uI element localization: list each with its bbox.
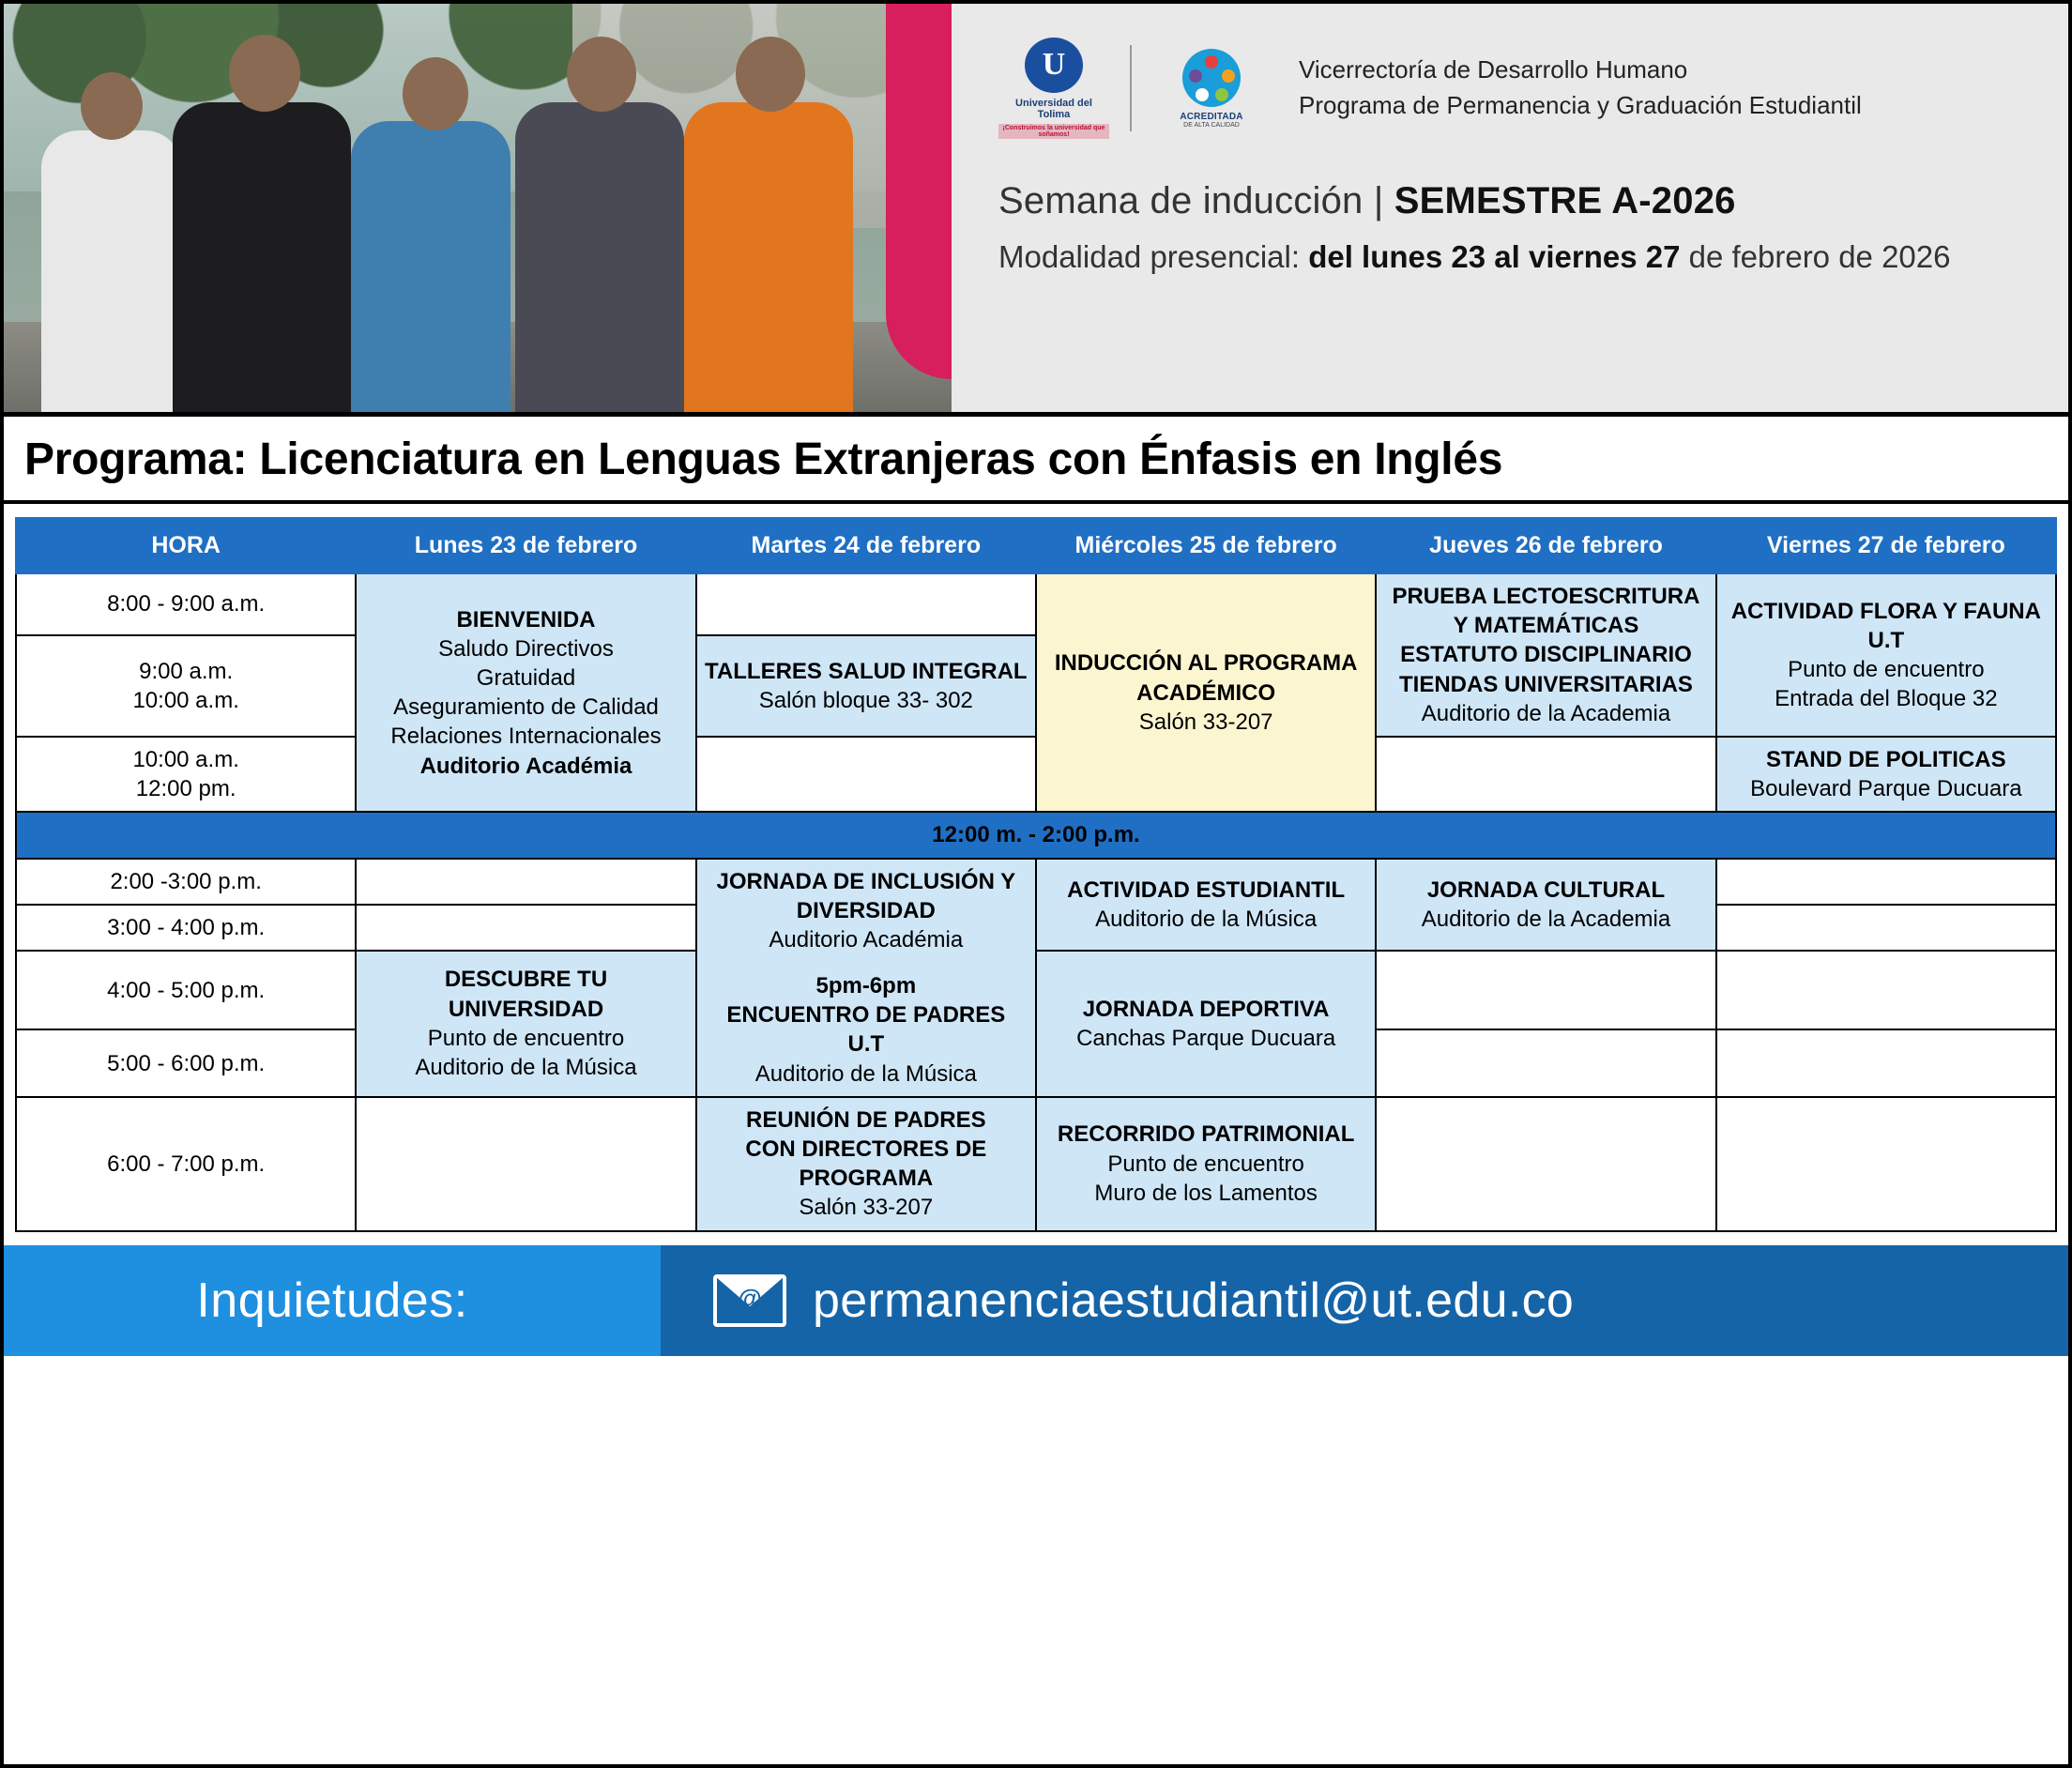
cell-line: Y MATEMÁTICAS [1453, 613, 1639, 639]
cell-lunes-2-3-empty [356, 859, 695, 905]
cell-miercoles-actividad-estudiantil [1036, 859, 1376, 951]
cell-line: PROGRAMA [799, 1166, 934, 1192]
photo-student-head-5 [736, 37, 805, 112]
cell-line: Auditorio de la Música [1095, 906, 1318, 932]
cell-line: Auditorio de la Academia [1421, 906, 1671, 932]
cell-spacer [703, 954, 1029, 971]
institution-lines [1299, 53, 1862, 123]
cell-line: JORNADA CULTURAL [1426, 876, 1666, 903]
column-header-jueves: Jueves 26 de febrero [1376, 518, 1715, 573]
cell-viernes-6-7-empty [1716, 1097, 2056, 1231]
cell-line: JORNADA DEPORTIVA [1082, 996, 1330, 1022]
cell-line: ACTIVIDAD FLORA Y FAUNA [1730, 598, 2041, 624]
modality-prefix: Modalidad presencial: [998, 239, 1309, 274]
cell-lunes-6-7-empty [356, 1097, 695, 1231]
photo-student-5 [684, 102, 853, 412]
cell-line: ACADÉMICO [1136, 679, 1276, 706]
cell-line: Salón 33-207 [799, 1195, 934, 1221]
photo-student-head-1 [81, 72, 143, 140]
photo-student-head-3 [403, 57, 468, 130]
time-line: 12:00 pm. [135, 776, 236, 802]
time-label-8-9: 8:00 - 9:00 a.m. [16, 573, 356, 635]
cell-line: JORNADA DE INCLUSIÓN Y [716, 868, 1016, 894]
pink-accent-shape [886, 4, 952, 379]
table-row [16, 951, 2056, 1030]
cell-line: UNIVERSIDAD [448, 996, 604, 1022]
cell-line: ESTATUTO DISCIPLINARIO [1400, 642, 1692, 668]
time-label-9-10 [16, 635, 356, 737]
column-header-lunes: Lunes 23 de febrero [356, 518, 695, 573]
cell-line: Gratuidad [476, 664, 576, 691]
cell-lunes-3-4-empty [356, 905, 695, 951]
schedule-table [15, 517, 2057, 1232]
cell-line: U.T [1867, 627, 1905, 653]
photo-student-head-2 [229, 35, 300, 112]
brand-area [952, 4, 2068, 412]
time-line: 10:00 a.m. [132, 746, 239, 772]
cell-line: INDUCCIÓN AL PROGRAMA [1054, 650, 1358, 677]
cell-line: Auditorio de la Música [415, 1055, 637, 1081]
photo-student-2 [173, 102, 351, 412]
semester-line [998, 180, 2027, 222]
cell-jueves-5-6-empty [1376, 1029, 1715, 1096]
photo-student-3 [351, 121, 510, 412]
cell-line: Punto de encuentro [1107, 1151, 1304, 1177]
cell-line: Punto de encuentro [427, 1025, 625, 1051]
time-label-4-5: 4:00 - 5:00 p.m. [16, 951, 356, 1030]
cell-line: ACTIVIDAD ESTUDIANTIL [1067, 876, 1346, 903]
time-line: 10:00 a.m. [132, 687, 239, 713]
institution-line-1: Vicerrectoría de Desarrollo Humano [1299, 55, 1688, 84]
cell-line: ENCUENTRO DE PADRES [726, 1002, 1006, 1029]
table-header-row [16, 518, 2056, 573]
time-line: 9:00 a.m. [139, 658, 234, 684]
cell-viernes-3-4-empty [1716, 905, 2056, 951]
cell-line: Aseguramiento de Calidad [393, 694, 659, 721]
cell-line: Canchas Parque Ducuara [1076, 1025, 1336, 1051]
cell-viernes-5-6-empty [1716, 1029, 2056, 1096]
cell-line: Auditorio de la Academia [1421, 700, 1671, 726]
time-label-2-3: 2:00 -3:00 p.m. [16, 859, 356, 905]
acreditacion-dots-icon [1182, 49, 1241, 107]
cell-line: Punto de encuentro [1788, 656, 1985, 682]
cell-viernes-4-5-empty [1716, 951, 2056, 1030]
cell-line: Muro de los Lamentos [1094, 1180, 1318, 1206]
page-title: Programa: Licenciatura en Lenguas Extranjeras con Énfasis en Inglés [4, 417, 2068, 504]
cell-line: Saludo Directivos [438, 635, 614, 662]
ut-logo-tagline: ¡Construimos la universidad que soñamos! [998, 124, 1109, 139]
cell-viernes-manana [1716, 573, 2056, 737]
cell-jueves-4-5-empty [1376, 951, 1715, 1030]
acreditacion-logo [1152, 49, 1271, 129]
cell-line: Auditorio Académia [419, 753, 632, 779]
time-label-10-12 [16, 737, 356, 812]
acreditacion-sublabel: DE ALTA CALIDAD [1183, 121, 1240, 129]
time-label-6-7: 6:00 - 7:00 p.m. [16, 1097, 356, 1231]
cell-line: BIENVENIDA [456, 606, 596, 633]
cell-martes-10-12-empty [696, 737, 1036, 812]
cell-miercoles-recorrido [1036, 1097, 1376, 1231]
cell-jueves-manana [1376, 573, 1715, 737]
envelope-at-icon [713, 1274, 786, 1327]
institution-line-2: Programa de Permanencia y Graduación Estudiantil [1299, 91, 1862, 119]
modality-dates: del lunes 23 al viernes 27 [1308, 239, 1681, 274]
table-row [16, 859, 2056, 905]
photo-student-1 [41, 130, 182, 412]
cell-line: RECORRIDO PATRIMONIAL [1057, 1121, 1355, 1148]
footer-label: Inquietudes: [4, 1245, 661, 1356]
cell-line: U.T [847, 1031, 885, 1058]
acreditacion-label: ACREDITADA [1180, 111, 1243, 122]
cell-line: Boulevard Parque Ducuara [1750, 776, 2022, 802]
logos-row [998, 38, 2027, 139]
time-label-3-4: 3:00 - 4:00 p.m. [16, 905, 356, 951]
cell-martes-reunion-padres [696, 1097, 1036, 1231]
table-row [16, 1097, 2056, 1231]
logo-divider [1130, 45, 1132, 131]
cell-martes-talleres [696, 635, 1036, 737]
photo-student-head-4 [567, 37, 636, 112]
cell-line: DIVERSIDAD [796, 897, 936, 923]
contact-footer [4, 1245, 2068, 1356]
photo-student-4 [515, 102, 684, 412]
cell-line: DESCUBRE TU [444, 967, 608, 993]
cell-line: PRUEBA LECTOESCRITURA [1392, 584, 1700, 609]
universidad-del-tolima-logo [998, 38, 1109, 139]
ut-logo-name: Universidad del Tolima [1015, 97, 1092, 121]
cell-viernes-2-3-empty [1716, 859, 2056, 905]
cell-line: 5pm-6pm [815, 973, 917, 999]
column-header-viernes: Viernes 27 de febrero [1716, 518, 2056, 573]
semester-prefix: Semana de inducción | [998, 180, 1394, 221]
footer-contact [661, 1245, 2068, 1356]
time-label-5-6: 5:00 - 6:00 p.m. [16, 1029, 356, 1096]
cell-line: CON DIRECTORES DE [745, 1136, 987, 1162]
column-header-martes: Martes 24 de febrero [696, 518, 1036, 573]
cell-martes-tarde [696, 859, 1036, 1097]
cell-line: Entrada del Bloque 32 [1775, 686, 1998, 712]
cell-jueves-6-7-empty [1376, 1097, 1715, 1231]
lunch-row [16, 812, 2056, 858]
cell-miercoles-jornada-deportiva [1036, 951, 1376, 1097]
cell-line: REUNIÓN DE PADRES [746, 1106, 986, 1133]
modality-suffix: de febrero de 2026 [1680, 239, 1951, 274]
cell-line: TIENDAS UNIVERSITARIAS [1399, 671, 1693, 697]
column-header-miercoles: Miércoles 25 de febrero [1036, 518, 1376, 573]
modality-line [998, 239, 2027, 275]
cell-line: Auditorio Académia [769, 926, 964, 953]
lunch-label: 12:00 m. - 2:00 p.m. [16, 812, 2056, 858]
cell-lunes-tarde [356, 951, 695, 1097]
cell-viernes-stand [1716, 737, 2056, 812]
cell-lunes-manana [356, 573, 695, 812]
cell-line: Salón bloque 33- 302 [758, 687, 973, 713]
contact-email[interactable]: permanenciaestudiantil@ut.edu.co [813, 1273, 1575, 1328]
students-photo [4, 4, 952, 412]
cell-line: Auditorio de la Música [754, 1060, 977, 1087]
column-header-hora: HORA [16, 518, 356, 573]
ut-shield-icon: U [1025, 38, 1083, 93]
cell-line: STAND DE POLITICAS [1766, 746, 2006, 772]
cell-miercoles-manana [1036, 573, 1376, 812]
cell-jueves-10-12-empty [1376, 737, 1715, 812]
cell-line: Relaciones Internacionales [390, 724, 662, 750]
header-banner [4, 4, 2068, 417]
table-row [16, 573, 2056, 635]
cell-line: TALLERES SALUD INTEGRAL [705, 658, 1028, 684]
cell-martes-8-9-empty [696, 573, 1036, 635]
cell-jueves-jornada-cultural [1376, 859, 1715, 951]
cell-line: Salón 33-207 [1138, 709, 1273, 735]
semester-strong: SEMESTRE A-2026 [1394, 180, 1736, 221]
